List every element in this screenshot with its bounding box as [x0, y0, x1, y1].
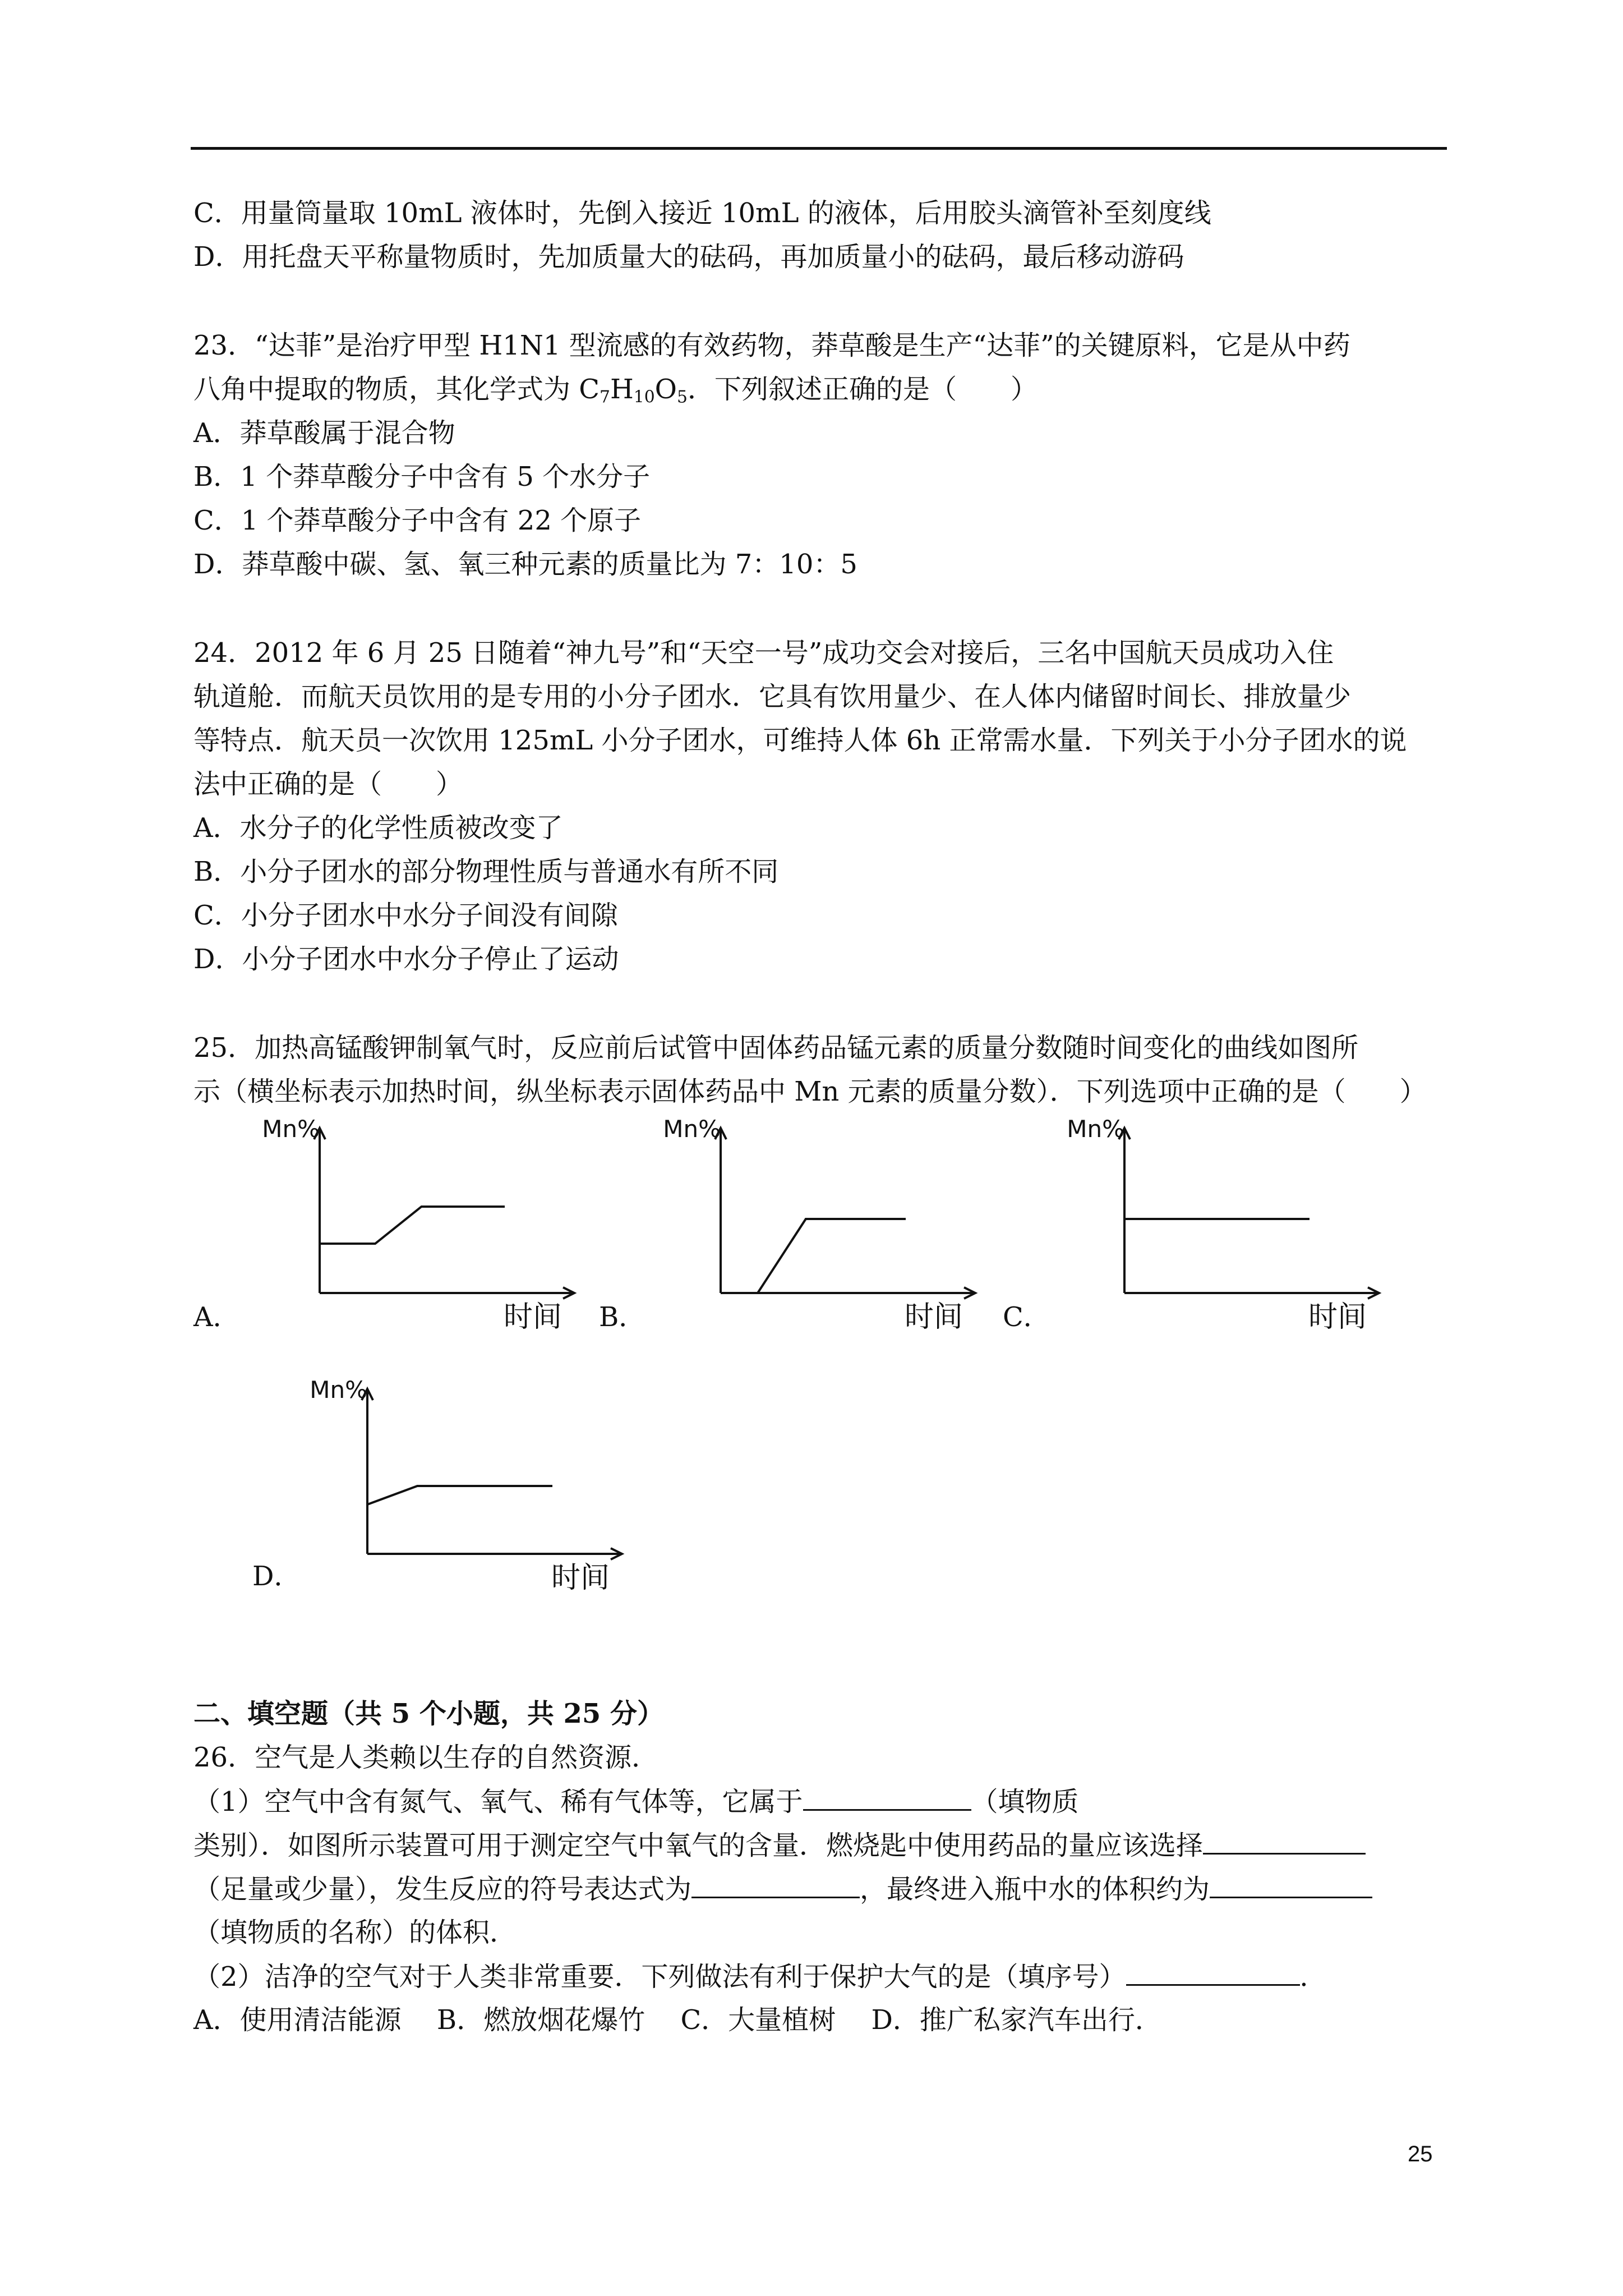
q26-part1-line3 — [193, 1872, 1372, 1906]
q25-stem-line2: 示（横坐标表示加热时间，纵坐标表示固体药品中 Mn 元素的质量分数）．下列选项中正确的是（ ） — [193, 1076, 1427, 1107]
q23-option-d: D．莽草酸中碳、氢、氧三种元素的质量比为 7：10：5 — [193, 549, 857, 580]
prev-option-d: D．用托盘天平称量物质时，先加质量大的砝码，再加质量小的砝码，最后移动游码 — [193, 241, 1184, 273]
q23-formula-h: H — [610, 374, 634, 405]
q23-option-b: B．1 个莽草酸分子中含有 5 个水分子 — [193, 461, 651, 493]
q25-stem-line1: 25．加热高锰酸钾制氧气时，反应前后试管中固体药品锰元素的质量分数随时间变化的曲线如图所 — [193, 1032, 1359, 1064]
q23-stem-line2-post: ．下列叙述正确的是（ ） — [687, 374, 1038, 405]
chart-b-ylabel: Mn% — [663, 1115, 721, 1143]
chart-c-ylabel: Mn% — [1067, 1115, 1124, 1143]
q23-formula-o-sub: 5 — [677, 387, 688, 407]
q23-option-c: C．1 个莽草酸分子中含有 22 个原子 — [193, 505, 642, 536]
q26-part2-text-a: （2）洁净的空气对于人类非常重要．下列做法有利于保护大气的是（填序号） — [193, 1961, 1126, 1993]
q25-option-label-b: B． — [599, 1301, 646, 1333]
chart-b-series-line — [758, 1219, 906, 1293]
q26-blank-substance-category[interactable] — [803, 1784, 971, 1811]
q23-option-a: A．莽草酸属于混合物 — [193, 417, 455, 449]
chart-a-xlabel: 时间 — [503, 1300, 562, 1334]
q24-option-b: B．小分子团水的部分物理性质与普通水有所不同 — [193, 856, 779, 887]
q24-stem-line4: 法中正确的是（ ） — [193, 769, 463, 800]
chart-d-xlabel: 时间 — [551, 1561, 610, 1595]
q26-blank-equation[interactable] — [691, 1872, 860, 1898]
q25-chart-b — [665, 1108, 1023, 1343]
q24-option-a: A．水分子的化学性质被改变了 — [193, 812, 563, 844]
q26-part1-line4: （填物质的名称）的体积． — [193, 1917, 517, 1948]
header-rule — [191, 147, 1447, 150]
q23-stem-line2-pre: 八角中提取的物质，其化学式为 C — [193, 374, 600, 405]
q24-option-c: C．小分子团水中水分子间没有间隙 — [193, 900, 618, 931]
q25-chart-d — [311, 1369, 670, 1604]
q23-formula-c-sub: 7 — [600, 387, 610, 407]
q26-blank-answer[interactable] — [1126, 1959, 1300, 1986]
q24-option-d: D．小分子团水中水分子停止了运动 — [193, 944, 619, 975]
chart-c-xlabel: 时间 — [1308, 1300, 1367, 1334]
chart-a-ylabel: Mn% — [262, 1115, 320, 1143]
q23-formula-o: O — [654, 374, 677, 405]
q25-option-label-a: A． — [193, 1301, 240, 1333]
q26-blank-substance-name[interactable] — [1210, 1872, 1372, 1898]
section2-heading: 二、填空题（共 5 个小题，共 25 分） — [193, 1698, 665, 1729]
q23-formula-h-sub: 10 — [633, 387, 655, 407]
q26-part1-line1 — [193, 1784, 1079, 1819]
q26-part1-text-a: （1）空气中含有氮气、氧气、稀有气体等，它属于 — [193, 1786, 803, 1818]
q26-part1-line3-text-b: ，最终进入瓶中水的体积约为 — [860, 1874, 1210, 1905]
q25-option-label-d: D． — [252, 1561, 301, 1592]
q26-part2-line1 — [193, 1959, 1327, 1994]
chart-d-series-line — [367, 1486, 552, 1504]
q26-part1-line2-text: 类别）．如图所示装置可用于测定空气中氧气的含量．燃烧匙中使用药品的量应该选择 — [193, 1830, 1204, 1861]
q26-part1-line3-text-a: （足量或少量），发生反应的符号表达式为 — [193, 1874, 692, 1905]
prev-option-c: C．用量筒量取 10mL 液体时，先倒入接近 10mL 的液体，后用胶头滴管补至刻度线 — [193, 197, 1211, 229]
q26-part1-text-b: （填物质 — [971, 1786, 1079, 1818]
chart-d-ylabel: Mn% — [310, 1376, 367, 1404]
q26-part2-options: A．使用清洁能源 B．燃放烟花爆竹 C．大量植树 D．推广私家汽车出行． — [193, 2004, 1162, 2036]
q26-part1-line2 — [193, 1828, 1366, 1862]
q26-blank-amount[interactable] — [1203, 1828, 1366, 1855]
q26-stem: 26．空气是人类赖以生存的自然资源． — [193, 1742, 659, 1773]
q25-chart-a — [264, 1108, 623, 1343]
q26-part2-text-b: ． — [1299, 1961, 1327, 1993]
q25-option-label-c: C． — [1003, 1301, 1050, 1333]
q24-stem-line2: 轨道舱．而航天员饮用的是专用的小分子团水．它具有饮用量少、在人体内储留时间长、排放量少 — [193, 681, 1352, 712]
q23-stem-line2 — [193, 372, 1038, 406]
q23-stem-line1: 23．“达菲”是治疗甲型 H1N1 型流感的有效药物，莽草酸是生产“达菲”的关键原料，它是从中药 — [193, 330, 1350, 361]
q25-chart-c — [1068, 1108, 1427, 1343]
page-number: 25 — [1408, 2142, 1433, 2166]
q24-stem-line3: 等特点．航天员一次饮用 125mL 小分子团水，可维持人体 6h 正常需水量．下列关于小分子团水的说 — [193, 725, 1407, 756]
chart-b-xlabel: 时间 — [904, 1300, 963, 1334]
q24-stem-line1: 24．2012 年 6 月 25 日随着“神九号”和“天空一号”成功交会对接后，三名中国航天员成功入住 — [193, 637, 1334, 669]
chart-a-series-line — [320, 1207, 505, 1244]
